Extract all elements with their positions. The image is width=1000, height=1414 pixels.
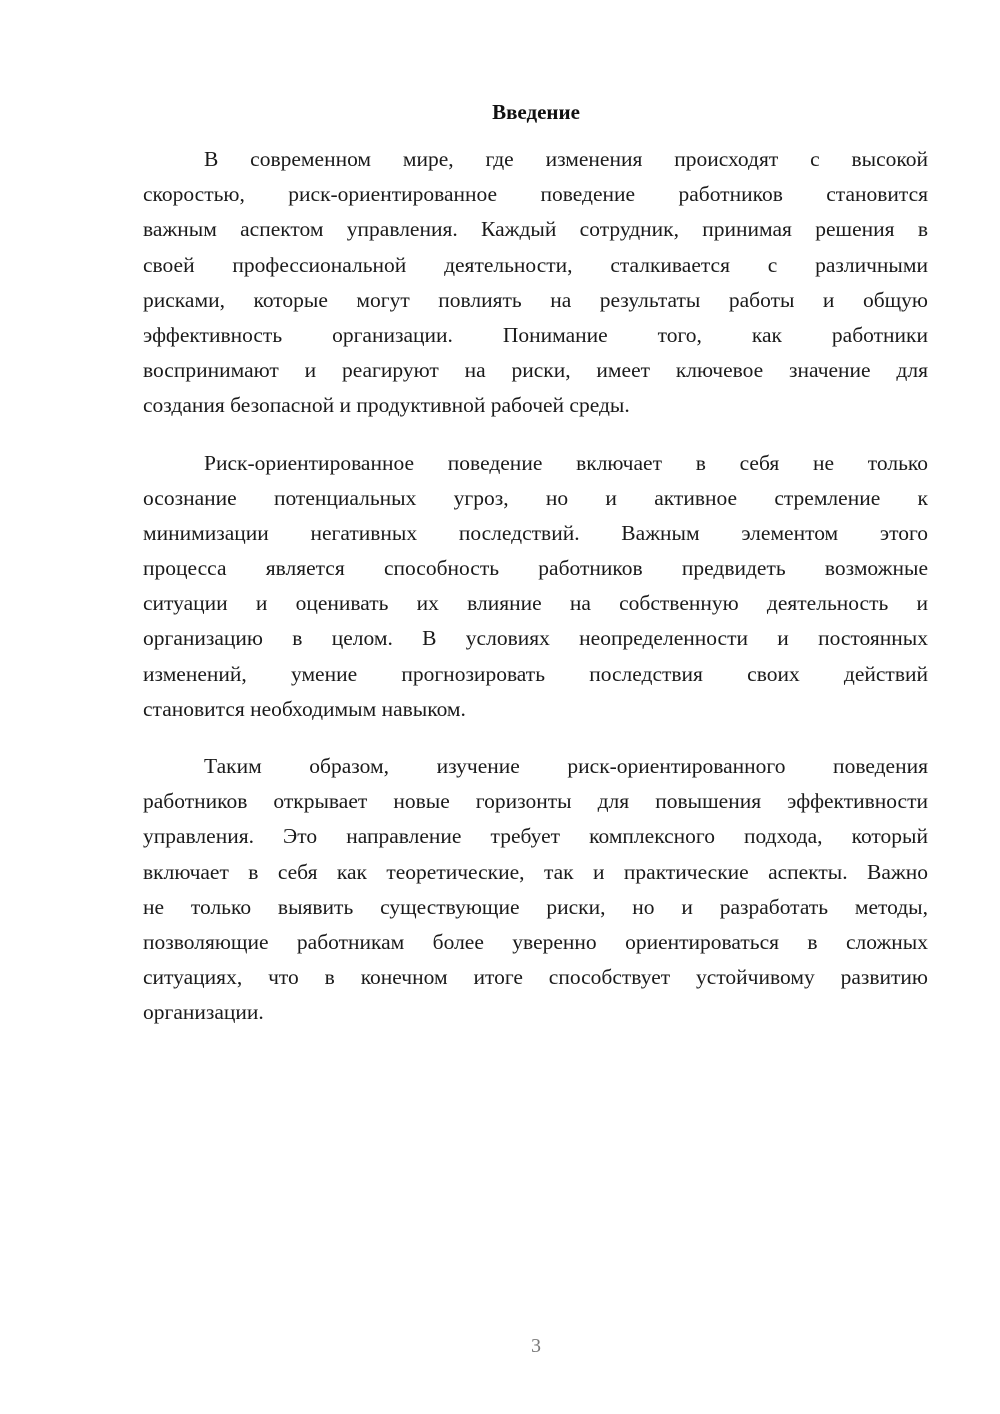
text-line: не только выявить существующие риски, но и разработать методы,	[143, 894, 928, 919]
paragraph-2	[143, 446, 928, 728]
text-line: позволяющие работникам более уверенно ориентироваться в сложных	[143, 929, 928, 954]
text-line: рисками, которые могут повлиять на результаты работы и общую	[143, 287, 928, 312]
text-line: воспринимают и реагируют на риски, имеет ключевое значение для	[143, 358, 928, 383]
paragraph-1	[143, 142, 928, 424]
text-line: изменений, умение прогнозировать последствия своих действий	[143, 661, 928, 686]
text-line: эффективность организации. Понимание того, как работники	[143, 322, 928, 347]
text-line: Риск-ориентированное поведение включает в себя не только	[204, 450, 928, 475]
section-heading: Введение	[492, 100, 580, 124]
text-line: управления. Это направление требует комплексного подхода, который	[143, 824, 928, 849]
text-line: организации.	[143, 1000, 264, 1025]
text-line: В современном мире, где изменения происходят с высокой	[204, 147, 928, 171]
text-line: ситуации и оценивать их влияние на собственную деятельность и	[143, 591, 928, 616]
text-line: скоростью, риск-ориентированное поведение работников становится	[143, 182, 928, 207]
text-line: становится необходимым навыком.	[143, 696, 466, 721]
paragraph-3	[143, 749, 928, 1031]
text-line: включает в себя как теоретические, так и практические аспекты. Важно	[143, 859, 928, 884]
body-text	[143, 142, 928, 1031]
text-line: ситуациях, что в конечном итоге способствует устойчивому развитию	[143, 965, 928, 990]
text-line: минимизации негативных последствий. Важным элементом этого	[143, 520, 928, 545]
page-number: 3	[531, 1335, 541, 1357]
text-line: процесса является способность работников предвидеть возможные	[143, 556, 928, 581]
text-line: организацию в целом. В условиях неопределенности и постоянных	[143, 626, 928, 651]
text-line: осознание потенциальных угроз, но и активное стремление к	[143, 485, 928, 510]
text-line: Таким образом, изучение риск-ориентированного поведения	[204, 754, 928, 778]
text-line: важным аспектом управления. Каждый сотрудник, принимая решения в	[143, 217, 928, 242]
text-line: работников открывает новые горизонты для повышения эффективности	[143, 789, 928, 814]
text-line: создания безопасной и продуктивной рабочей среды.	[143, 393, 630, 418]
text-line: своей профессиональной деятельности, сталкивается с различными	[143, 252, 928, 277]
